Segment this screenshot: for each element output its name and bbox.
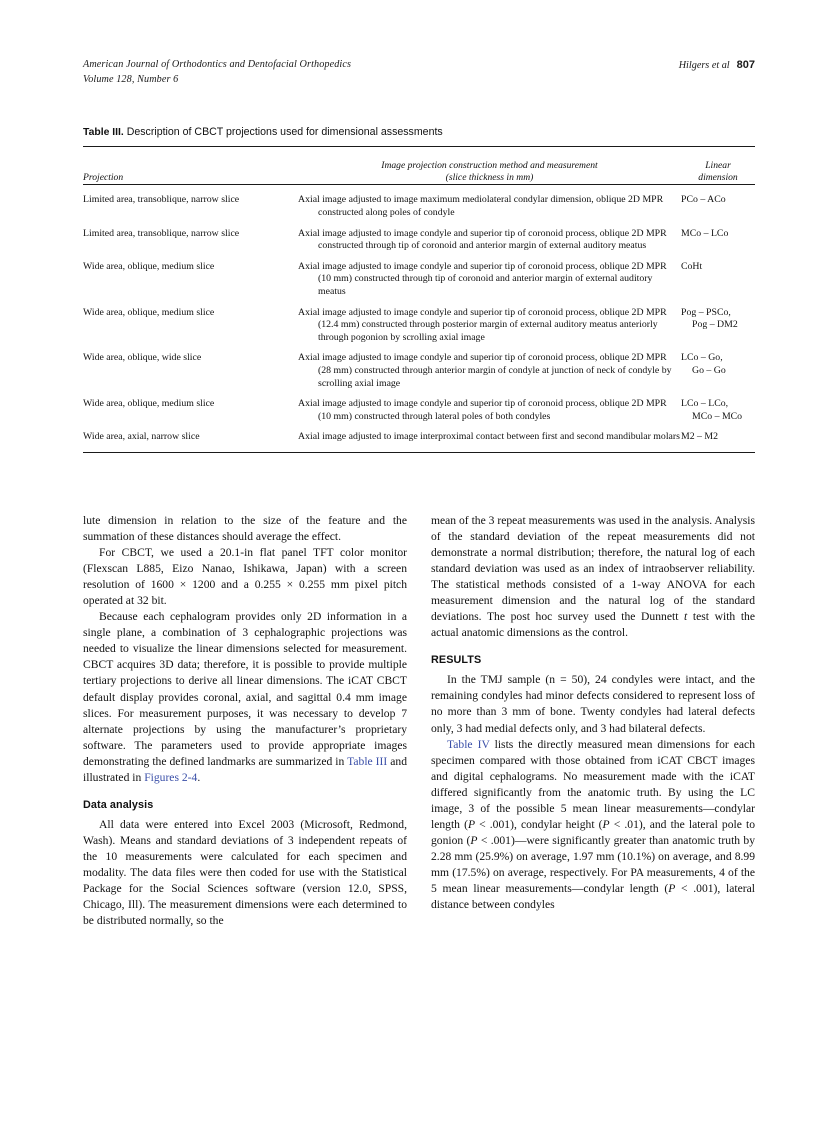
running-head	[83, 58, 755, 87]
paragraph-results-sample: In the TMJ sample (n = 50), 24 condyles were intact, and the remaining condyles had minor defects considered to represent loss of no more than 3 mm of bone. Twenty condyles had lateral defects only, 3 had medial defects only, and 3 had bilateral defects.	[431, 673, 755, 735]
results-text-2e: < .001), lateral distance between condyles	[431, 881, 755, 912]
cell-dimension	[681, 228, 755, 261]
cell-dimension-line1: MCo – LCo	[681, 227, 729, 239]
cell-projection: Wide area, oblique, medium slice	[83, 260, 215, 272]
header-dimension-line1: Linear	[705, 160, 731, 171]
cell-projection: Limited area, transoblique, narrow slice	[83, 194, 240, 206]
table-caption-text: Description of CBCT projections used for dimensional assessments	[126, 126, 443, 138]
cell-description	[298, 352, 681, 398]
header-description-line2: (slice thickness in mm)	[445, 172, 534, 184]
header-linear-dimension	[681, 160, 755, 184]
cell-projection: Wide area, oblique, medium slice	[83, 398, 215, 410]
results-text-2a: lists the directly measured mean dimensions for each specimen compared with those obtained from iCAT CBCT images and digital cephalograms. No measurement made with the iCAT differed significantly from the anatomic truth. By using the LC image, 3 of the possible 5 mean linear measurements—condylar length (	[431, 737, 755, 831]
cell-dimension-line1: M2 – M2	[681, 431, 719, 443]
cell-description-text: Axial image adjusted to image condyle and superior tip of coronoid process, oblique 2D MPR (10 mm) constructed through lateral poles of both condyles	[298, 398, 667, 422]
cell-description-text: Axial image adjusted to image condyle and superior tip of coronoid process, oblique 2D MPR constructed through tip of coronoid and anterior margin of external auditory meatus	[298, 227, 667, 252]
table-caption	[83, 126, 755, 139]
p-value-italic-1: P	[467, 817, 476, 831]
cell-projection: Wide area, oblique, wide slice	[83, 352, 202, 364]
header-description-line1: Image projection construction method and measurement	[381, 160, 598, 171]
cell-description-text: Axial image adjusted to image interproximal contact between first and second mandibular molars	[298, 431, 680, 443]
cell-projection: Wide area, oblique, medium slice	[83, 306, 215, 318]
body-columns	[83, 513, 755, 929]
cell-description	[298, 261, 681, 307]
page-number: 807	[736, 59, 755, 71]
table-row	[83, 307, 755, 353]
cell-description-text: Axial image adjusted to image condyle and superior tip of coronoid process, oblique 2D MPR (12.4 mm) constructed through posterior margin of external auditory meatus anteriorly through pogonion by scrolling axial image	[298, 306, 667, 343]
table-bottom-rule	[83, 452, 755, 453]
cell-dimension-line1: LCo – LCo,	[681, 398, 729, 410]
table-row	[83, 398, 755, 431]
methods-text-head: mean of the 3 repeat measurements was used in the analysis. Analysis of the standard deviation of the repeat measurements did not demonstrate a normal distribution; therefore, the natural log of each standard deviation was used as an index of intraobserver reliability. The statistical methods consisted of a 1-way ANOVA for each measurement dimension and the natural log of the standard deviations. The post hoc survey used the Dunnett	[431, 514, 755, 624]
xref-table-4[interactable]: Table IV	[447, 737, 490, 751]
table-row	[83, 228, 755, 261]
table-body	[83, 185, 755, 452]
table-row	[83, 352, 755, 398]
cell-description	[298, 398, 681, 431]
cell-projection: Limited area, transoblique, narrow slice	[83, 227, 240, 239]
xref-table-3[interactable]: Table III	[347, 754, 388, 768]
results-text-2b: < .001), condylar height (	[475, 817, 603, 831]
cell-dimension	[681, 352, 755, 398]
paragraph-text-c: .	[197, 770, 201, 784]
cell-dimension-line1: Pog – PSCo,	[681, 306, 731, 318]
journal-volume-issue: Volume 128, Number 6	[83, 73, 179, 85]
table-row	[83, 261, 755, 307]
results-text-2c: < .01), and the lateral pole to gonion (	[431, 817, 755, 847]
header-description	[298, 160, 681, 184]
running-head-journal	[83, 58, 351, 87]
heading-results: RESULTS	[431, 654, 482, 667]
dunnett-t-italic: t	[684, 610, 688, 624]
table-head-spacer-row	[83, 147, 755, 160]
table-head	[83, 147, 755, 185]
paragraph-continued: lute dimension in relation to the size of the feature and the summation of these distances should average the effect.	[83, 514, 407, 544]
paragraph-text-a: Because each cephalogram provides only 2D information in a single plane, a combination of 3 cephalographic projections was needed to visualize the linear dimensions selected for measurement. CBCT acquires 3D data; therefore, it is possible to provide multiple tertiary projections to derive all linear dimensions. The iCAT CBCT default display provides coronal, axial, and sagittal 0.4 mm image slices. For measurement purposes, it was necessary to develop 7 alternate projections by using the manufacturer’s proprietary software. The parameters used to provide appropriate images demonstrating the defined landmarks are summarized in	[83, 610, 407, 768]
paragraph-cephalogram-projections	[83, 609, 407, 786]
cell-description-text: Axial image adjusted to image condyle and superior tip of coronoid process, oblique 2D MPR (28 mm) constructed through anterior margin of condyle at junction of neck of condyle by scrolling axial image	[298, 352, 672, 389]
paragraph-text-b: and illustrated in	[83, 754, 407, 784]
cell-description-text: Axial image adjusted to image maximum mediolateral condylar dimension, oblique 2D MPR constructed along poles of condyle	[298, 194, 664, 218]
methods-text-tail: test with the actual anatomic dimensions as the control.	[431, 610, 755, 640]
cell-dimension	[681, 307, 755, 353]
header-projection: Projection	[83, 172, 124, 184]
results-text-2d: < .001)—were significantly greater than anatomic truth by 2.28 mm (25.9%) on average, 1.97 mm (10.1%) on average, and 8.99 mm (17.5%) on average, respectively. For PA measurements, 4 of the 5 mean linear measurements—condylar length (	[431, 833, 756, 895]
left-column	[83, 513, 407, 929]
table-label: Table III.	[83, 127, 124, 138]
table-row	[83, 185, 755, 227]
paragraph-results-table4	[431, 737, 755, 914]
p-value-italic-2: P	[602, 817, 610, 831]
p-value-italic-4: P	[668, 881, 676, 895]
cell-description	[298, 431, 681, 452]
paragraph-cbct-monitor: For CBCT, we used a 20.1-in flat panel TFT color monitor (Flexscan L885, Eizo Nanao, Ishikawa, Japan) with a screen resolution of 1600 × 1200 and a 0.255 × 0.255 mm pixel pitch operated at 32 bit.	[83, 546, 407, 608]
cell-dimension	[681, 431, 755, 452]
cell-projection: Wide area, axial, narrow slice	[83, 431, 200, 443]
cell-dimension	[681, 261, 755, 307]
cell-dimension-line2: MCo – MCo	[692, 410, 743, 422]
journal-title: American Journal of Orthodontics and Dentofacial Orthopedics	[83, 59, 352, 70]
running-head-authors-page	[679, 58, 755, 74]
cbct-projections-table	[83, 147, 755, 452]
table-3-block	[83, 126, 755, 453]
paragraph-data-analysis: All data were entered into Excel 2003 (Microsoft, Redmond, Wash). Means and standard deviations of 3 independent repeats of the 10 measurements were calculated for each specimen and modality. The data files were then coded for use with the Statistical Package for the Social Sciences software (version 12.0, SPSS, Chicago, Ill). The measurement dimensions were each determined to be distributed normally, so the	[83, 817, 407, 928]
cell-dimension-line2: Pog – DM2	[692, 319, 738, 331]
cell-description	[298, 185, 681, 227]
cell-dimension-line1: PCo – ACo	[681, 194, 726, 206]
table-row	[83, 431, 755, 452]
cell-description	[298, 307, 681, 353]
right-column	[431, 513, 755, 929]
paragraph-methods-continued	[431, 513, 755, 641]
xref-figures-2-4[interactable]: Figures 2-4	[144, 770, 198, 784]
cell-dimension	[681, 398, 755, 431]
header-dimension-line2: dimension	[698, 172, 738, 184]
cell-dimension-line2: Go – Go	[692, 364, 726, 376]
head-spacer	[83, 147, 755, 160]
cell-dimension	[681, 185, 755, 227]
heading-data-analysis: Data analysis	[83, 798, 154, 811]
authors-label: Hilgers et al	[678, 60, 730, 71]
cell-description	[298, 228, 681, 261]
p-value-italic-3: P	[470, 833, 478, 847]
table-header-row	[83, 160, 755, 184]
cell-dimension-line1: CoHt	[681, 260, 703, 272]
cell-description-text: Axial image adjusted to image condyle and superior tip of coronoid process, oblique 2D MPR (10 mm) constructed through tip of coronoid and anterior margin of external auditory meatus	[298, 260, 667, 297]
cell-dimension-line1: LCo – Go,	[681, 352, 723, 364]
